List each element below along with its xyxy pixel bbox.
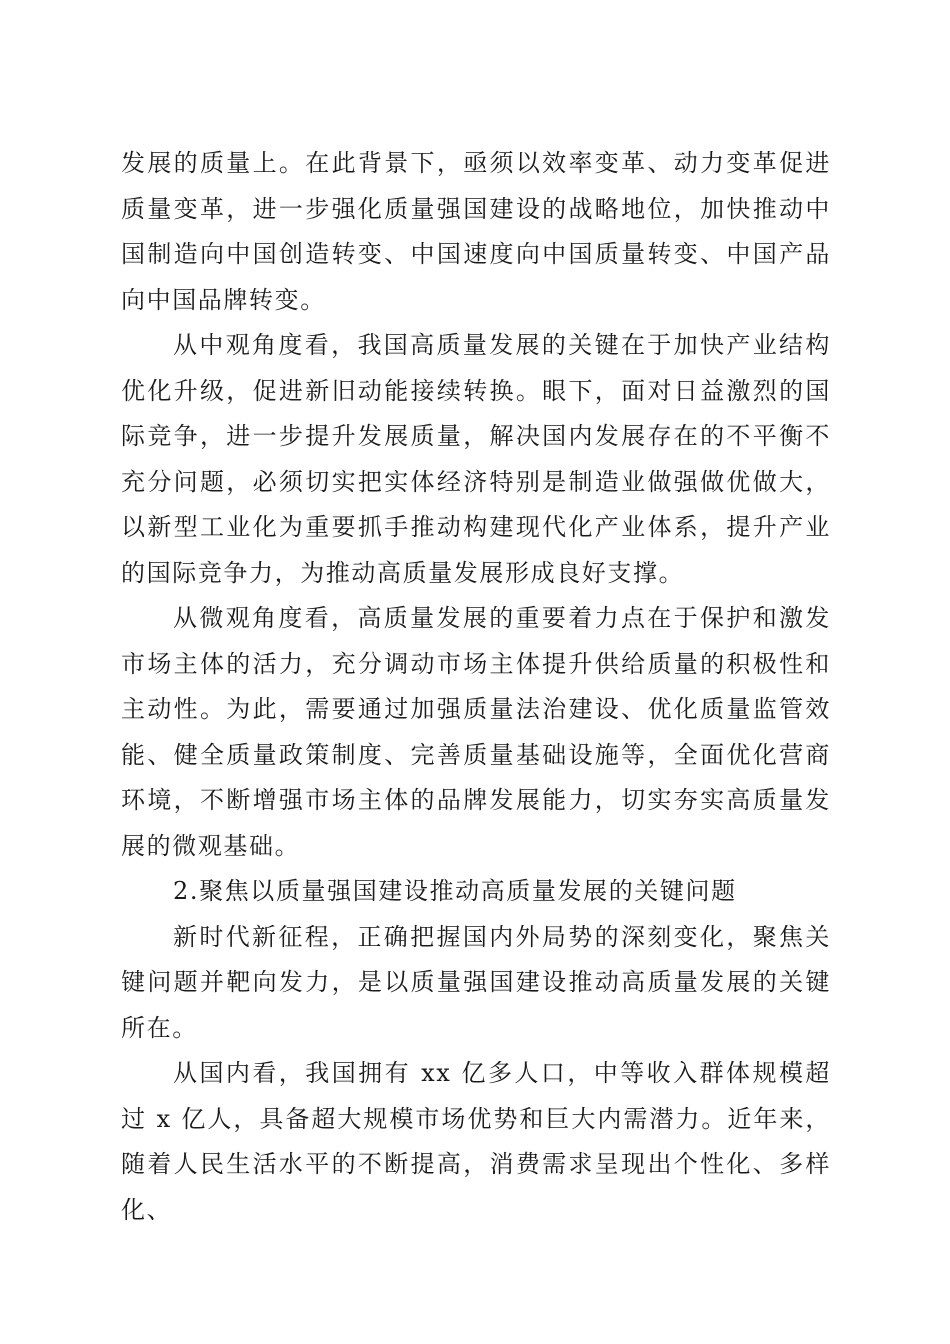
paragraph-micro-perspective: 从微观角度看，高质量发展的重要着力点在于保护和激发市场主体的活力，充分调动市场主体提升供给质量的积极性和主动性。为此，需要通过加强质量法治建设、优化质量监管效能、健全质量政策制度、完善质量基础设施等，全面优化营商环境，不断增强市场主体的品牌发展能力，切实夯实高质量发展的微观基础。 [121,604,831,860]
paragraph-meso-perspective: 从中观角度看，我国高质量发展的关键在于加快产业结构优化升级，促进新旧动能接续转换。眼下，面对日益激烈的国际竞争，进一步提升发展质量，解决国内发展存在的不平衡不充分问题，必须切实把实体经济特别是制造业做强做优做大，以新型工业化为重要抓手推动构建现代化产业体系，提升产业的国际竞争力，为推动高质量发展形成良好支撑。 [121,331,831,587]
section-heading-key-issues: 2.聚焦以质量强国建设推动高质量发展的关键问题 [173,877,737,905]
paragraph-new-era: 新时代新征程，正确把握国内外局势的深刻变化，聚焦关键问题并靶向发力，是以质量强国建设推动高质量发展的关键所在。 [121,922,831,1042]
document-body [121,141,831,1233]
paragraph-quality-transformation: 发展的质量上。在此背景下，亟须以效率变革、动力变革促进质量变革，进一步强化质量强国建设的战略地位，加快推动中国制造向中国创造转变、中国速度向中国质量转变、中国产品向中国品牌转变。 [121,149,831,314]
paragraph-domestic-view: 从国内看，我国拥有 xx 亿多人口，中等收入群体规模超过 x 亿人，具备超大规模市场优势和巨大内需潜力。近年来，随着人民生活水平的不断提高，消费需求呈现出个性化、多样化、 [121,1059,831,1224]
